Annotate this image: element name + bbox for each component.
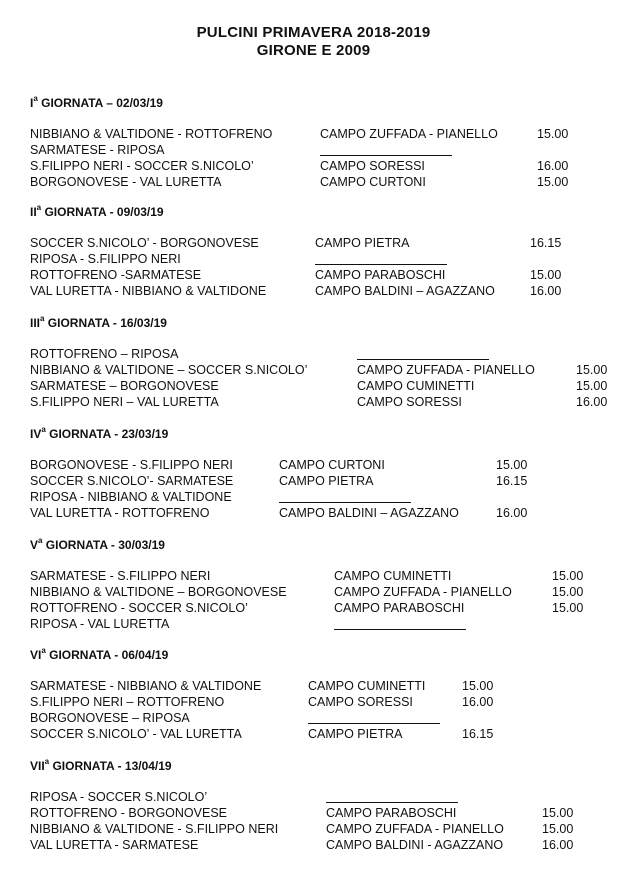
match-row — [30, 251, 620, 267]
match-teams: SARMATESE - NIBBIANO & VALTIDONE — [30, 679, 262, 693]
rest-day-line — [326, 802, 458, 803]
round-7 — [30, 758, 620, 853]
match-row — [30, 346, 620, 362]
match-time: 16.00 — [496, 506, 528, 520]
match-teams: RIPOSA - VAL LURETTA — [30, 617, 170, 631]
match-field: CAMPO BALDINI – AGAZZANO — [279, 506, 459, 520]
match-time: 15.00 — [537, 127, 569, 141]
round-1 — [30, 95, 620, 190]
match-field: CAMPO BALDINI - AGAZZANO — [326, 838, 504, 852]
rest-day-line — [279, 502, 411, 503]
match-row — [30, 158, 620, 174]
match-row — [30, 505, 620, 521]
match-teams: BORGONOVESE - VAL LURETTA — [30, 175, 222, 189]
match-field: CAMPO ZUFFADA - PIANELLO — [357, 363, 535, 377]
match-time: 16.00 — [537, 159, 569, 173]
round-4 — [30, 426, 620, 521]
round-heading: VII$^a$ GIORNATA - 13/04/19 — [30, 757, 172, 773]
match-field: CAMPO ZUFFADA - PIANELLO — [320, 127, 498, 141]
match-row — [30, 805, 620, 821]
match-field: CAMPO CUMINETTI — [308, 679, 426, 693]
match-row — [30, 174, 620, 190]
match-field: CAMPO CURTONI — [320, 175, 426, 189]
match-field: CAMPO ZUFFADA - PIANELLO — [326, 822, 504, 836]
match-time: 15.00 — [576, 379, 608, 393]
match-time: 15.00 — [542, 822, 574, 836]
match-field: CAMPO CUMINETTI — [357, 379, 475, 393]
match-teams: RIPOSA - S.FILIPPO NERI — [30, 252, 181, 266]
match-teams: ROTTOFRENO - SOCCER S.NICOLO’ — [30, 601, 248, 615]
match-field: CAMPO PARABOSCHI — [315, 268, 446, 282]
round-heading: $V^a$ GIORNATA - 30/03/19 — [30, 536, 165, 552]
match-teams: ROTTOFRENO - BORGONOVESE — [30, 806, 228, 820]
match-teams: SOCCER S.NICOLO’ - VAL LURETTA — [30, 727, 242, 741]
match-time: 16.15 — [530, 236, 562, 250]
rest-day-line — [320, 155, 452, 156]
round-2 — [30, 204, 620, 299]
match-field: CAMPO SORESSI — [357, 395, 462, 409]
match-field: CAMPO PIETRA — [308, 727, 403, 741]
match-row — [30, 600, 620, 616]
match-field: CAMPO PIETRA — [315, 236, 410, 250]
match-teams: RIPOSA - NIBBIANO & VALTIDONE — [30, 490, 232, 504]
match-time: 16.00 — [462, 695, 494, 709]
match-time: 15.00 — [530, 268, 562, 282]
match-time: 15.00 — [537, 175, 569, 189]
match-time: 16.15 — [496, 474, 528, 488]
match-teams: NIBBIANO & VALTIDONE - S.FILIPPO NERI — [30, 822, 279, 836]
match-time: 15.00 — [552, 569, 584, 583]
match-teams: ROTTOFRENO -SARMATESE — [30, 268, 202, 282]
match-row — [30, 142, 620, 158]
match-row — [30, 568, 620, 584]
page-title: PULCINI PRIMAVERA 2018-2019 — [196, 24, 431, 41]
match-teams: BORGONOVESE - S.FILIPPO NERI — [30, 458, 233, 472]
match-row — [30, 789, 620, 805]
match-teams: SOCCER S.NICOLO’- SARMATESE — [30, 474, 234, 488]
rest-day-line — [334, 629, 466, 630]
match-field: CAMPO SORESSI — [320, 159, 425, 173]
match-teams: S.FILIPPO NERI – ROTTOFRENO — [30, 695, 225, 709]
match-row — [30, 457, 620, 473]
match-time: 15.00 — [576, 363, 608, 377]
match-time: 15.00 — [542, 806, 574, 820]
match-time: 16.15 — [462, 727, 494, 741]
match-time: 15.00 — [552, 585, 584, 599]
match-field: CAMPO BALDINI – AGAZZANO — [315, 284, 495, 298]
match-teams: S.FILIPPO NERI – VAL LURETTA — [30, 395, 219, 409]
match-row — [30, 235, 620, 251]
match-row — [30, 126, 620, 142]
round-3 — [30, 315, 620, 410]
match-row — [30, 678, 620, 694]
match-row — [30, 616, 620, 632]
match-field: CAMPO CURTONI — [279, 458, 385, 472]
match-teams: NIBBIANO & VALTIDONE - ROTTOFRENO — [30, 127, 273, 141]
match-row — [30, 694, 620, 710]
match-teams: VAL LURETTA - ROTTOFRENO — [30, 506, 210, 520]
match-row — [30, 394, 620, 410]
match-teams: VAL LURETTA - SARMATESE — [30, 838, 199, 852]
match-teams: SOCCER S.NICOLO’ - BORGONOVESE — [30, 236, 259, 250]
round-5 — [30, 537, 620, 632]
match-field: CAMPO CUMINETTI — [334, 569, 452, 583]
round-heading: $VI^a$ GIORNATA - 06/04/19 — [30, 646, 169, 662]
match-field: CAMPO PARABOSCHI — [326, 806, 457, 820]
match-time: 15.00 — [462, 679, 494, 693]
match-row — [30, 489, 620, 505]
match-row — [30, 837, 620, 853]
match-row — [30, 267, 620, 283]
match-field: CAMPO ZUFFADA - PIANELLO — [334, 585, 512, 599]
match-field: CAMPO PIETRA — [279, 474, 374, 488]
match-teams: BORGONOVESE – RIPOSA — [30, 711, 190, 725]
match-teams: SARMATESE – BORGONOVESE — [30, 379, 219, 393]
match-teams: NIBBIANO & VALTIDONE – BORGONOVESE — [30, 585, 287, 599]
match-row — [30, 726, 620, 742]
round-heading: III$^a$ GIORNATA - 16/03/19 — [30, 314, 167, 330]
match-teams: ROTTOFRENO – RIPOSA — [30, 347, 179, 361]
match-row — [30, 710, 620, 726]
rest-day-line — [315, 264, 447, 265]
match-teams: VAL LURETTA - NIBBIANO & VALTIDONE — [30, 284, 267, 298]
match-teams: S.FILIPPO NERI - SOCCER S.NICOLO’ — [30, 159, 254, 173]
match-teams: RIPOSA - SOCCER S.NICOLO’ — [30, 790, 208, 804]
match-row — [30, 378, 620, 394]
match-row — [30, 283, 620, 299]
rest-day-line — [308, 723, 440, 724]
match-time: 15.00 — [552, 601, 584, 615]
match-teams: SARMATESE - S.FILIPPO NERI — [30, 569, 211, 583]
match-time: 15.00 — [496, 458, 528, 472]
match-field: CAMPO SORESSI — [308, 695, 413, 709]
round-heading: $I^a$ GIORNATA – 02/03/19 — [30, 94, 163, 110]
round-heading: $II^a$ GIORNATA - 09/03/19 — [30, 203, 164, 219]
match-row — [30, 473, 620, 489]
match-row — [30, 821, 620, 837]
match-teams: NIBBIANO & VALTIDONE – SOCCER S.NICOLO’ — [30, 363, 308, 377]
match-time: 16.00 — [542, 838, 574, 852]
match-field: CAMPO PARABOSCHI — [334, 601, 465, 615]
match-row — [30, 584, 620, 600]
match-row — [30, 362, 620, 378]
match-time: 16.00 — [530, 284, 562, 298]
page-subtitle: GIRONE E 2009 — [256, 42, 371, 59]
round-heading: $IV^a$ GIORNATA - 23/03/19 — [30, 425, 169, 441]
rest-day-line — [357, 359, 489, 360]
round-6 — [30, 647, 620, 742]
match-time: 16.00 — [576, 395, 608, 409]
match-teams: SARMATESE - RIPOSA — [30, 143, 165, 157]
